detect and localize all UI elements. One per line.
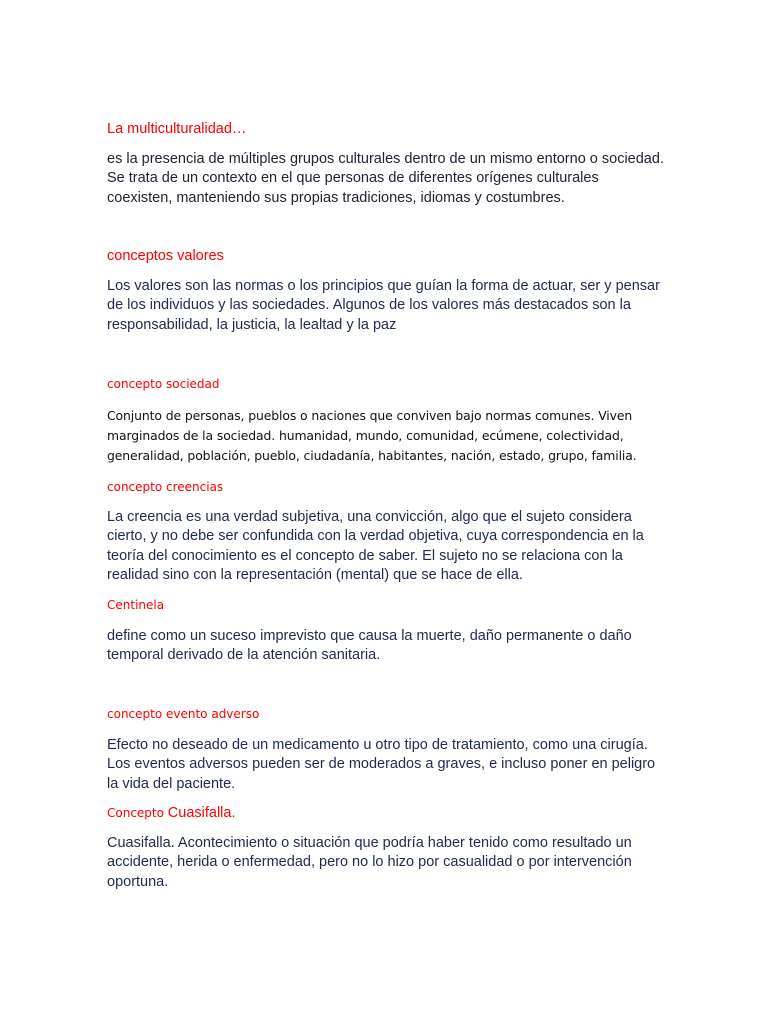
heading-concepto-creencias: concepto creencias — [107, 480, 224, 494]
heading-cuasifalla-main: Cuasifalla. — [167, 805, 236, 821]
paragraph-conceptos-valores: Los valores son las normas o los principios que guían la forma de actuar, ser y pensar de los individuos y las sociedades. Algunos de los valores más destacados son la responsabilidad, la justicia, la lealtad y la paz — [107, 278, 660, 333]
heading-multiculturalidad: La multiculturalidad… — [107, 121, 247, 137]
paragraph-concepto-evento-adverso: Efecto no deseado de un medicamento u otro tipo de tratamiento, como una cirugía. Los eventos adversos pueden ser de moderados a graves, e incluso poner en peligro la vida del paciente. — [107, 737, 656, 792]
heading-cuasifalla-prefix: Concepto — [107, 806, 168, 820]
heading-conceptos-valores: conceptos valores — [107, 248, 224, 264]
paragraph-centinela: define como un suceso imprevisto que causa la muerte, daño permanente o daño temporal derivado de la atención sanitaria. — [107, 628, 632, 664]
paragraph-concepto-sociedad: Conjunto de personas, pueblos o naciones que conviven bajo normas comunes. Viven marginados de la sociedad. humanidad, mundo, comunidad, ecúmene, colectividad, generalidad, población, pueblo, ciudadanía, habitantes, nación, estado, grupo, familia. — [107, 408, 637, 464]
paragraph-multiculturalidad: es la presencia de múltiples grupos culturales dentro de un mismo entorno o sociedad. Se trata de un contexto en el que personas de diferentes orígenes culturales coexisten, manteniendo sus propias tradiciones, idiomas y costumbres. — [107, 151, 664, 206]
heading-concepto-cuasifalla — [107, 804, 667, 823]
heading-concepto-sociedad: concepto sociedad — [107, 377, 220, 391]
heading-concepto-evento-adverso: concepto evento adverso — [107, 707, 260, 721]
heading-centinela: Centinela — [107, 598, 165, 612]
paragraph-concepto-creencias: La creencia es una verdad subjetiva, una convicción, algo que el sujeto considera cierto, y no debe ser confundida con la verdad objetiva, cuya correspondencia en la teoría del conocimiento es el concepto de saber. El sujeto no se relaciona con la realidad sino con la representación (mental) que se hace de ella. — [107, 509, 644, 584]
paragraph-concepto-cuasifalla: Cuasifalla. Acontecimiento o situación que podría haber tenido como resultado un accidente, herida o enfermedad, pero no lo hizo por casualidad o por intervención oportuna. — [107, 835, 632, 890]
